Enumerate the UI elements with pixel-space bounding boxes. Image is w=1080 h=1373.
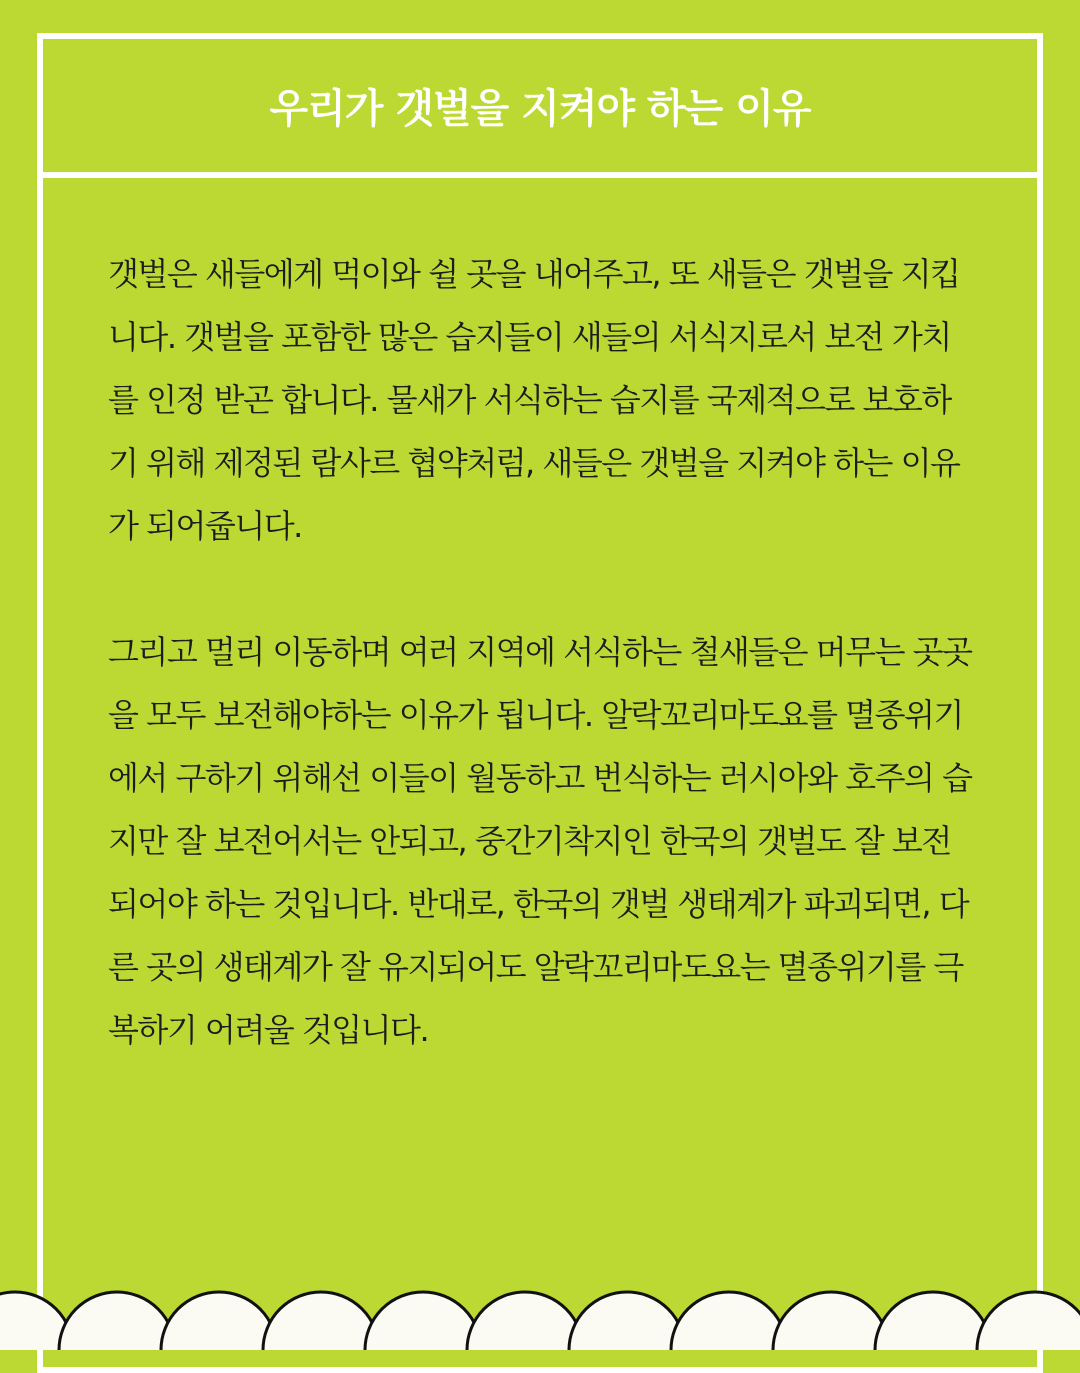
cloud-bump <box>161 1292 277 1350</box>
paragraph-2: 그리고 멀리 이동하며 여러 지역에 서식하는 철새들은 머무는 곳곳을 모두 보전해야하는 이유가 됩니다. 알락꼬리마도요를 멸종위기에서 구하기 위해선 이들이 월동하고 번식하는 러시아와 호주의 습지만 잘 보전어서는 안되고, 중간기착지인 한국의 갯벌도 잘 보전되어야 하는 것입니다. 반대로, 한국의 갯벌 생태계가 파괴되면, 다른 곳의 생태계가 잘 유지되어도 알락꼬리마도요는 멸종위기를 극복하기 어려울 것입니다. <box>108 633 972 1049</box>
cloud-bump <box>59 1292 175 1350</box>
cloud-bump <box>365 1292 481 1350</box>
paragraph-spacer <box>108 558 978 621</box>
page-title: 우리가 갯벌을 지켜야 하는 이유 <box>269 86 811 132</box>
cloud-bump <box>977 1292 1080 1350</box>
cloud-border-decoration <box>0 1280 1080 1350</box>
cloud-bump <box>263 1292 379 1350</box>
cloud-bump <box>773 1292 889 1350</box>
article-body <box>108 243 978 1062</box>
paragraph-1: 갯벌은 새들에게 먹이와 쉴 곳을 내어주고, 또 새들은 갯벌을 지킵니다. 갯벌을 포함한 많은 습지들이 새들의 서식지로서 보전 가치를 인정 받곤 합니다. 물새가 서식하는 습지를 국제적으로 보호하기 위해 제정된 람사르 협약처럼, 새들은 갯벌을 지켜야 하는 이유가 되어줍니다. <box>108 255 960 545</box>
cloud-bump <box>569 1292 685 1350</box>
cloud-bump <box>467 1292 583 1350</box>
title-bar <box>43 39 1037 178</box>
cloud-bump <box>671 1292 787 1350</box>
cloud-bump <box>875 1292 991 1350</box>
